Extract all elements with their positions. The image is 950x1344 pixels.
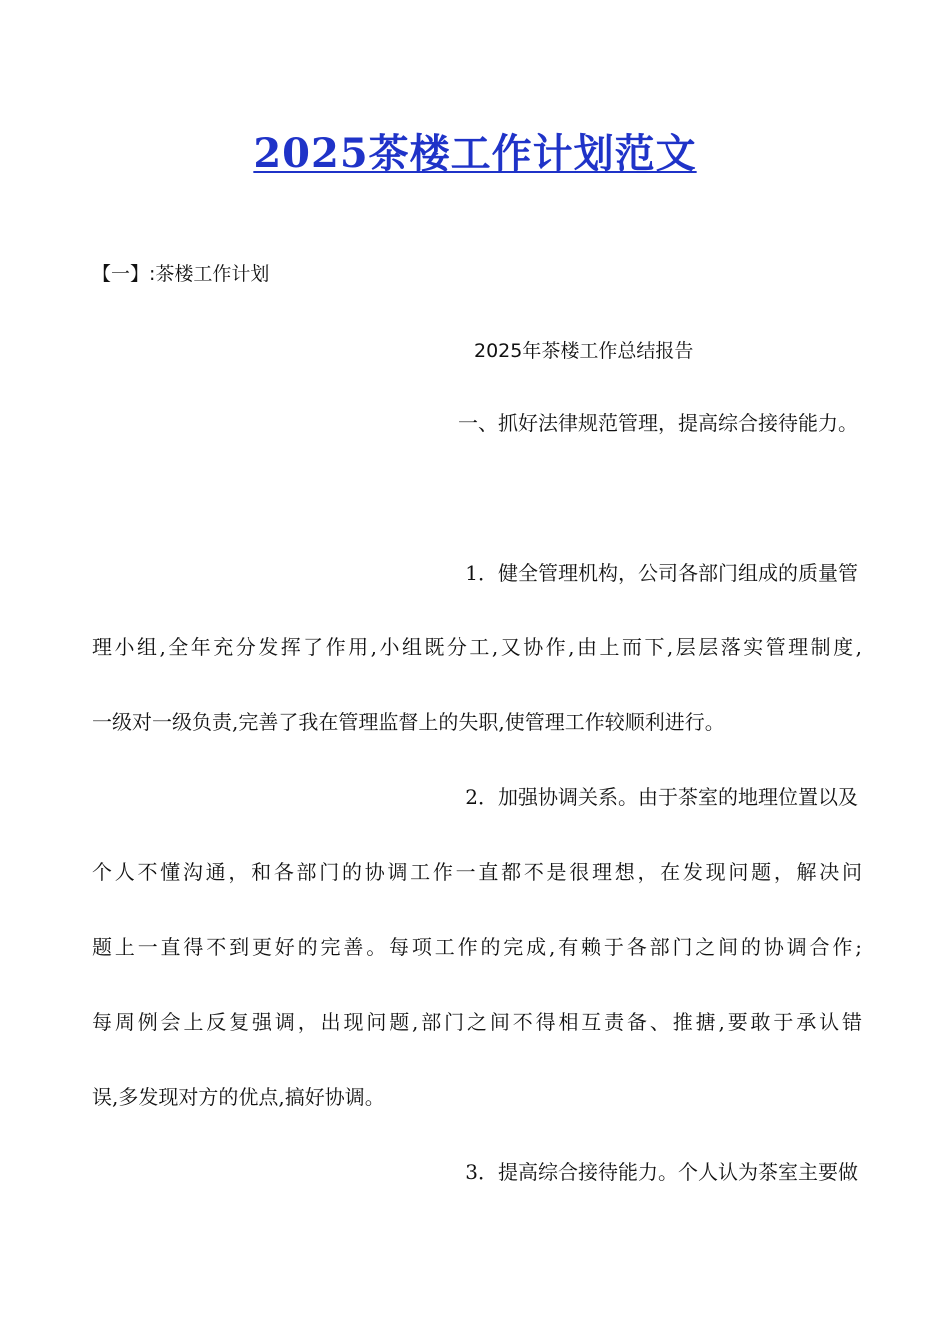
document-title[interactable] bbox=[0, 126, 950, 182]
paragraph-line: 3．提高综合接待能力。个人认为茶室主要做 bbox=[465, 1160, 858, 1184]
paragraph-line: 个人不懂沟通，和各部门的协调工作一直都不是很理想，在发现问题，解决问 bbox=[92, 860, 862, 884]
paragraph-heading: 一、抓好法律规范管理，提高综合接待能力。 bbox=[458, 411, 858, 435]
paragraph-line: 2．加强协调关系。由于茶室的地理位置以及 bbox=[465, 785, 858, 809]
paragraph-line: 理小组,全年充分发挥了作用,小组既分工,又协作,由上而下,层层落实管理制度, bbox=[92, 635, 862, 659]
paragraph-line: 一级对一级负责,完善了我在管理监督上的失职,使管理工作较顺利进行。 bbox=[92, 710, 725, 734]
paragraph-line: 每周例会上反复强调，出现问题,部门之间不得相互责备、推搪,要敢于承认错 bbox=[92, 1010, 862, 1034]
section-heading: 【一】:茶楼工作计划 bbox=[92, 263, 270, 285]
report-title: 2025年茶楼工作总结报告 bbox=[474, 340, 694, 362]
paragraph-line: 误,多发现对方的优点,搞好协调。 bbox=[92, 1085, 385, 1109]
document-title-link[interactable]: 2025茶楼工作计划范文 bbox=[253, 130, 697, 177]
paragraph-line: 题上一直得不到更好的完善。每项工作的完成,有赖于各部门之间的协调合作; bbox=[92, 935, 862, 959]
paragraph-line: 1．健全管理机构，公司各部门组成的质量管 bbox=[465, 561, 858, 585]
